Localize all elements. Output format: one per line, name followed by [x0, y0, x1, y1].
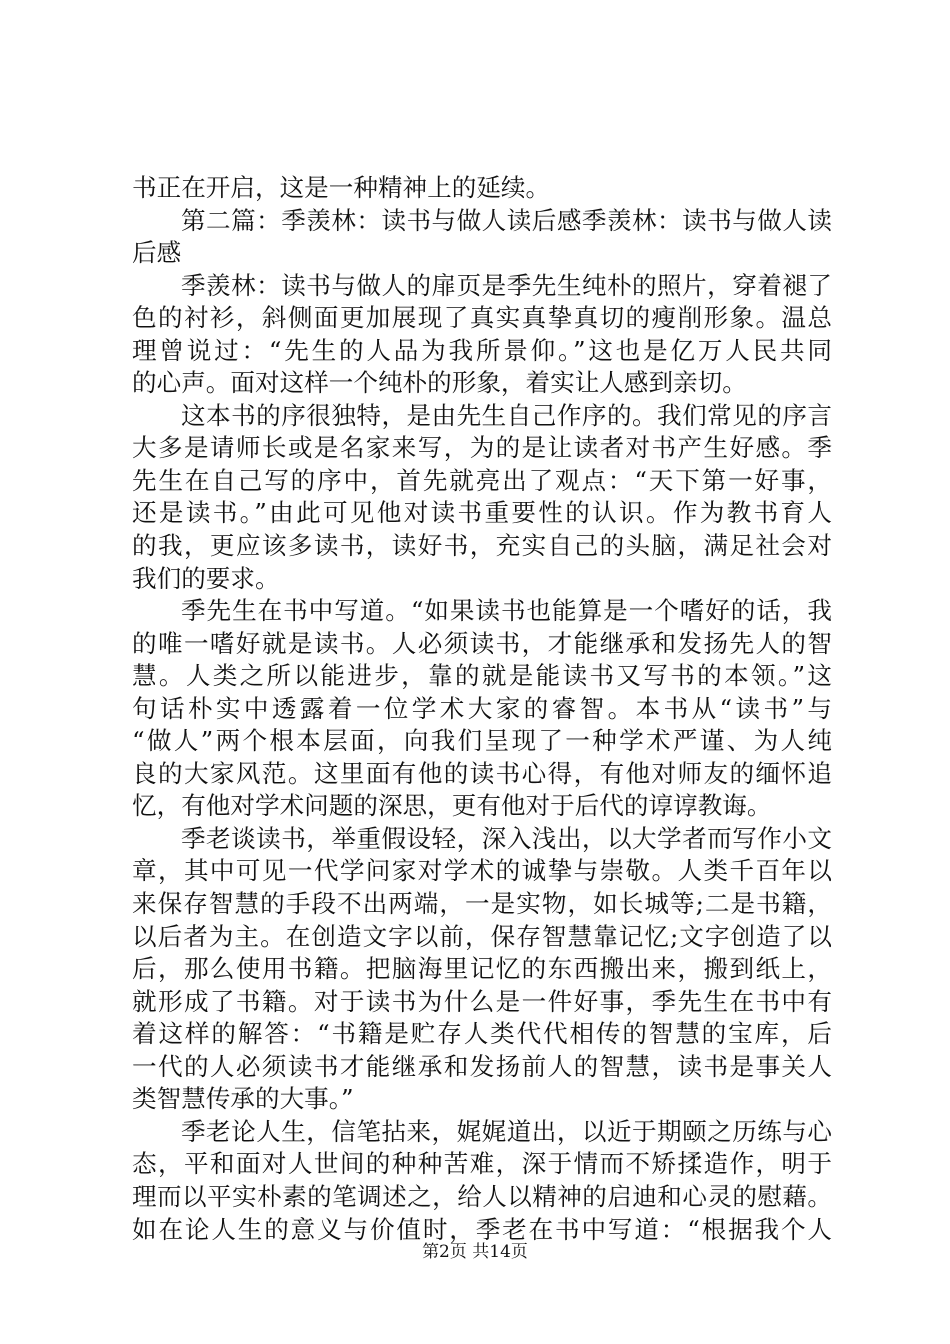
page-number-label: 第2页 共14页 [422, 1242, 528, 1262]
document-body [132, 172, 832, 1246]
text-line: 季老论人生，信笔拈来，娓娓道出，以近于期颐之历练与心 [181, 1116, 832, 1146]
text-line: 我们的要求。 [132, 563, 280, 593]
text-line: 这本书的序很独特，是由先生自己作序的。我们常见的序言 [181, 400, 832, 430]
text-line: 就形成了书籍。对于读书为什么是一件好事，季先生在书中有 [132, 986, 832, 1016]
text-line: 着这样的解答：“书籍是贮存人类代代相传的智慧的宝库，后 [132, 1019, 832, 1049]
text-line: 色的衬衫，斜侧面更加展现了真实真挚真切的瘦削形象。温总 [132, 303, 832, 333]
text-line: 还是读书。”由此可见他对读书重要性的认识。作为教书育人 [132, 498, 832, 528]
section-heading-line: 第二篇：季羡林：读书与做人读后感季羡林：读书与做人读 [181, 205, 832, 235]
text-line: 来保存智慧的手段不出两端，一是实物，如长城等;二是书籍， [132, 889, 832, 919]
text-line: 如在论人生的意义与价值时，季老在书中写道：“根据我个人 [132, 1214, 832, 1244]
text-line: “做人”两个根本层面，向我们呈现了一种学术严谨、为人纯 [132, 726, 832, 756]
text-line: 良的大家风范。这里面有他的读书心得，有他对师友的缅怀追 [132, 758, 832, 788]
text-line: 以后者为主。在创造文字以前，保存智慧靠记忆;文字创造了以 [132, 921, 832, 951]
text-line: 的我，更应该多读书，读好书，充实自己的头脑，满足社会对 [132, 531, 832, 561]
text-line: 章，其中可见一代学问家对学术的诚挚与崇敬。人类千百年以 [132, 856, 832, 886]
text-line: 书正在开启，这是一种精神上的延续。 [132, 173, 551, 202]
text-line: 后，那么使用书籍。把脑海里记忆的东西搬出来，搬到纸上， [132, 954, 832, 984]
text-line: 的心声。面对这样一个纯朴的形象，着实让人感到亲切。 [132, 368, 747, 398]
text-line: 句话朴实中透露着一位学术大家的睿智。本书从“读书”与 [132, 693, 832, 723]
text-line: 季老谈读书，举重假设轻，深入浅出，以大学者而写作小文 [181, 823, 832, 853]
text-line: 季先生在书中写道。“如果读书也能算是一个嗜好的话，我 [181, 596, 832, 626]
text-line: 先生在自己写的序中，首先就亮出了观点：“天下第一好事， [132, 465, 832, 495]
text-line: 类智慧传承的大事。” [132, 1084, 354, 1114]
text-line: 忆，有他对学术问题的深思，更有他对于后代的谆谆教诲。 [132, 791, 772, 821]
page-footer [0, 1240, 950, 1264]
text-line: 大多是请师长或是名家来写，为的是让读者对书产生好感。季 [132, 433, 832, 463]
text-line: 慧。人类之所以能进步，靠的就是能读书又写书的本领。”这 [132, 661, 832, 691]
text-line: 一代的人必须读书才能继承和发扬前人的智慧，读书是事关人 [132, 1051, 832, 1081]
text-line: 的唯一嗜好就是读书。人必须读书，才能继承和发扬先人的智 [132, 628, 832, 658]
section-heading-line: 后感 [132, 238, 182, 268]
text-line: 态，平和面对人世间的种种苦难，深于情而不矫揉造作，明于 [132, 1149, 832, 1179]
text-line: 理曾说过：“先生的人品为我所景仰。”这也是亿万人民共同 [132, 335, 832, 365]
text-line: 理而以平实朴素的笔调述之，给人以精神的启迪和心灵的慰藉。 [132, 1181, 832, 1211]
text-line: 季羡林：读书与做人的扉页是季先生纯朴的照片，穿着褪了 [181, 270, 832, 300]
